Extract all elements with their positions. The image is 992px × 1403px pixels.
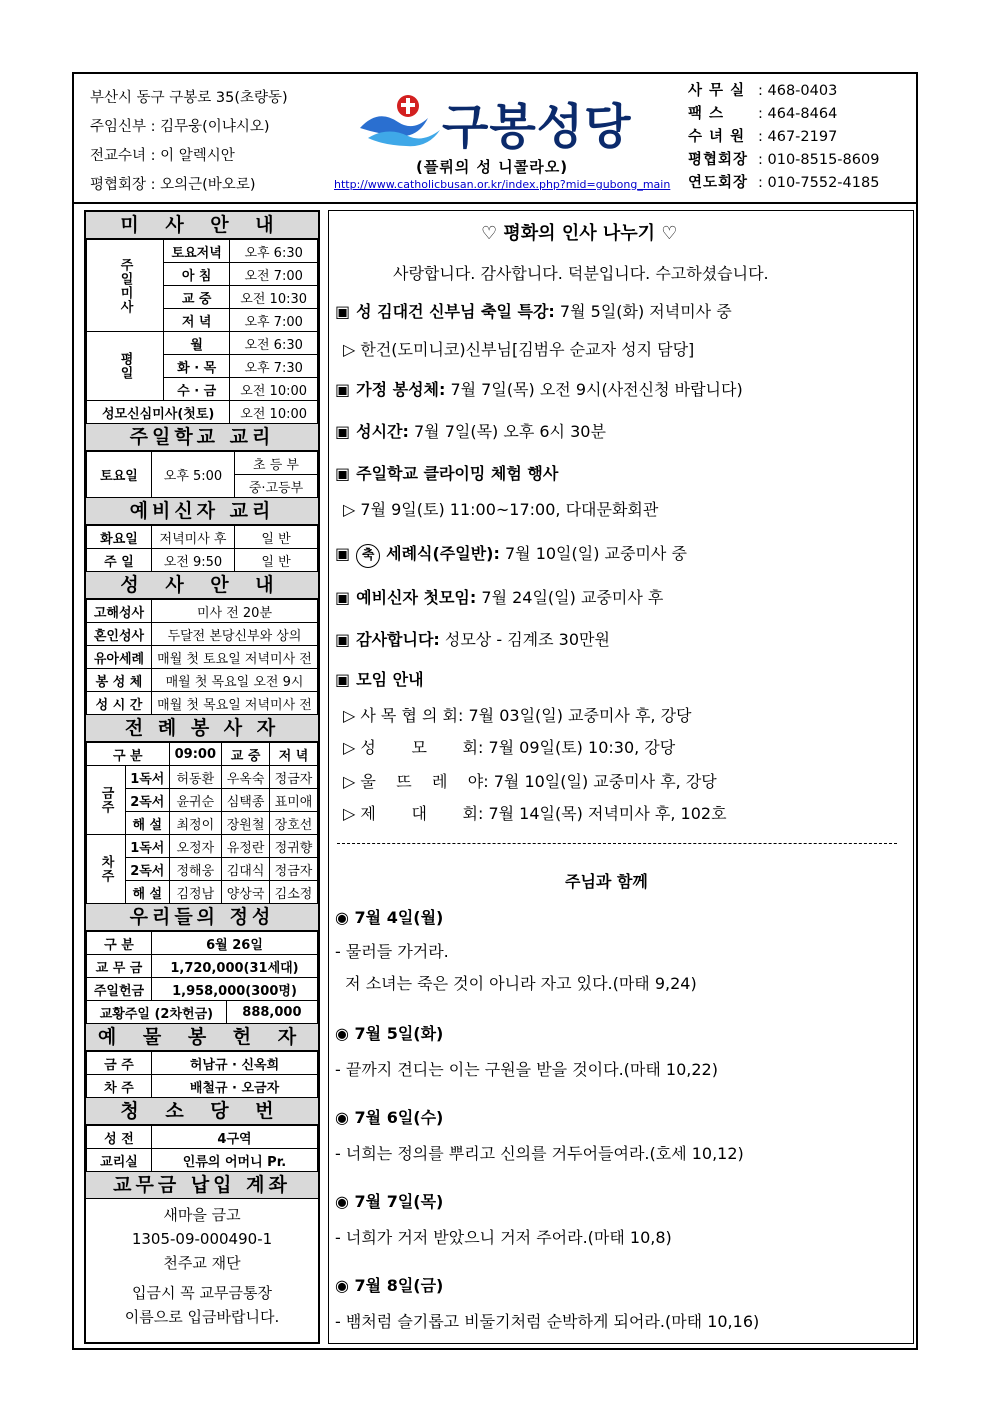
offering-title: 우리들의 정성 — [86, 904, 318, 931]
greeting: 사랑합니다. 감사합니다. 덕분입니다. 수고하셨습니다. — [393, 264, 769, 283]
parish-subtitle: (플뤼의 성 니콜라오) — [416, 158, 569, 176]
daily-verse: - 물러들 가거라. — [335, 942, 449, 961]
notice-item: ▣ 주일학교 클라이밍 체험 행사 — [335, 464, 559, 483]
notice-item: ▣ 가정 봉성체: 7월 7일(목) 오전 9시(사전신청 바랍니다) — [335, 380, 743, 399]
meeting-row: ▷ 사 목 협 의 회: 7월 03일(일) 교중미사 후, 강당 — [343, 706, 692, 725]
cleaning-table: 성 전 4구역 교리실 인류의 어머니 Pr. — [86, 1125, 318, 1172]
contact-row: 평협회장 : 010-8515-8609 — [688, 152, 880, 168]
parish-title: 구봉성당 — [442, 99, 632, 155]
meeting-row: ▷ 성 모 회: 7월 09일(토) 10:30, 강당 — [343, 738, 676, 757]
council-president: 평협회장 : 오의근(바오로) — [90, 177, 256, 193]
celebration-badge-icon: 축 — [356, 544, 380, 568]
notice-sub: ▷ 한건(도미니코)신부님[김범우 순교자 성지 담당] — [343, 340, 695, 359]
weekday-mass-label: 평일 — [87, 332, 164, 401]
meeting-row: ▷ 울 뜨 레 야: 7월 10일(일) 교중미사 후, 강당 — [343, 772, 717, 791]
notice-item: ▣ 감사합니다: 성모상 - 김계조 30만원 — [335, 630, 610, 649]
notice-item: ▣ 축 세례식(주일반): 7월 10일(일) 교중미사 중 — [335, 541, 687, 568]
sister: 전교수녀 : 이 알렉시안 — [90, 148, 235, 164]
parish-info — [90, 84, 288, 200]
right-column — [328, 210, 914, 1344]
parish-logo-icon — [358, 88, 448, 148]
daily-verse: - 너희는 정의를 뿌리고 신의를 거두어들여라.(호세 10,12) — [335, 1144, 744, 1163]
gift-title: 예 물 봉 헌 자 — [86, 1024, 318, 1051]
notices-title: ♡ 평화의 인사 나누기 ♡ — [481, 223, 678, 244]
daily-date: ◉ 7월 7일(목) — [335, 1192, 444, 1211]
servers-title: 전 례 봉 사 자 — [86, 715, 318, 742]
divider — [337, 843, 897, 844]
sunday-school-table: 토요일 오후 5:00 초 등 부 중·고등부 — [86, 451, 318, 498]
daily-date: ◉ 7월 6일(수) — [335, 1108, 444, 1127]
gift-table: 금 주 허남규 · 신옥희 차 주 배철규 · 오금자 — [86, 1051, 318, 1098]
parish-url-link[interactable]: http://www.catholicbusan.or.kr/index.php?mid=gubong_main — [334, 178, 671, 191]
cleaning-title: 청 소 당 번 — [86, 1098, 318, 1125]
account-info: 새마을 금고 1305-09-000490-1 천주교 재단 입금시 꼭 교무금통장 이름으로 입금바랍니다. — [124, 1206, 280, 1326]
daily-date: ◉ 7월 5일(화) — [335, 1024, 444, 1043]
daily-verse: 저 소녀는 죽은 것이 아니라 자고 있다.(마태 9,24) — [335, 974, 697, 993]
daily-verse: - 뱀처럼 슬기롭고 비둘기처럼 순박하게 되어라.(마태 10,16) — [335, 1312, 760, 1331]
daily-verse: - 끝까지 견디는 이는 구원을 받을 것이다.(마태 10,22) — [335, 1060, 718, 1079]
contact-row: 수 녀 원 : 467-2197 — [688, 129, 838, 145]
daily-date: ◉ 7월 4일(월) — [335, 908, 444, 927]
left-column — [84, 210, 320, 1344]
notice-sub: ▷ 7월 9일(토) 11:00~17:00, 다대문화회관 — [343, 500, 659, 519]
bulletin-header — [74, 74, 916, 204]
sacraments-table: 고해성사 미사 전 20분 혼인성사 두달전 본당신부와 상의 유아세례 매월 첫 토요일 저녁미사 전 봉 성 체 매월 첫 목요일 오전 9시 성 시 간 매월 첫 목요일 저녁미사 전 — [86, 599, 318, 715]
mass-table: 주일미사 토요저녁 오후 6:30 아 침 오전 7:00 교 중 오전 10:30 저 녁 오후 7:00 평일 월 오전 6:30 화 · 목 오후 7:30 수 · 금 오전 10:00 성모신심미사(첫토) 오전 10:00 — [86, 239, 318, 424]
contact-row: 사 무 실 : 468-0403 — [688, 83, 838, 99]
catechumen-table: 화요일 저녁미사 후 일 반 주 일 오전 9:50 일 반 — [86, 525, 318, 572]
servers-table: 구 분 09:00 교 중 저 녁 금주 1독서 허동환 우옥숙 정금자 2독서 윤귀순 심택종 표미애 해 설 최정이 장원철 장호선 차주 1독서 오정자 유정란 정귀향 2독서 정해웅 김대식 정금자 해 설 김정남 양상국 김소정 — [86, 742, 318, 904]
sunday-school-title: 주일학교 교리 — [86, 424, 318, 451]
notice-item: ▣ 성시간: 7월 7일(목) 오후 6시 30분 — [335, 422, 606, 441]
offering-table: 구 분 6월 26일 교 무 금 1,720,000(31세대) 주일헌금 1,958,000(300명) 교황주일 (2차헌금) 888,000 — [86, 931, 318, 1024]
catechumen-title: 예비신자 교리 — [86, 498, 318, 525]
address: 부산시 동구 구봉로 35(초량동) — [90, 90, 288, 106]
daily-title: 주님과 함께 — [565, 872, 648, 891]
mass-section-title: 미 사 안 내 — [86, 212, 318, 239]
meeting-row: ▷ 제 대 회: 7월 14일(목) 저녁미사 후, 102호 — [343, 804, 727, 823]
bulletin-frame — [72, 72, 918, 1350]
notice-item: ▣ 모임 안내 — [335, 670, 424, 689]
sacraments-title: 성 사 안 내 — [86, 572, 318, 599]
notice-item: ▣ 예비신자 첫모임: 7월 24일(일) 교중미사 후 — [335, 588, 664, 607]
notice-item: ▣ 성 김대건 신부님 축일 특강: 7월 5일(화) 저녁미사 중 — [335, 302, 732, 321]
sunday-mass-label: 주일미사 — [87, 240, 164, 332]
contact-list — [688, 80, 879, 195]
contact-row: 연도회장 : 010-7552-4185 — [688, 175, 880, 191]
daily-verse: - 너희가 거저 받았으니 거저 주어라.(마태 10,8) — [335, 1228, 672, 1247]
pastor: 주임신부 : 김무웅(이냐시오) — [90, 119, 270, 135]
account-title: 교무금 납입 계좌 — [86, 1172, 318, 1199]
daily-date: ◉ 7월 8일(금) — [335, 1276, 444, 1295]
contact-row: 팩 스 : 464-8464 — [688, 106, 838, 122]
